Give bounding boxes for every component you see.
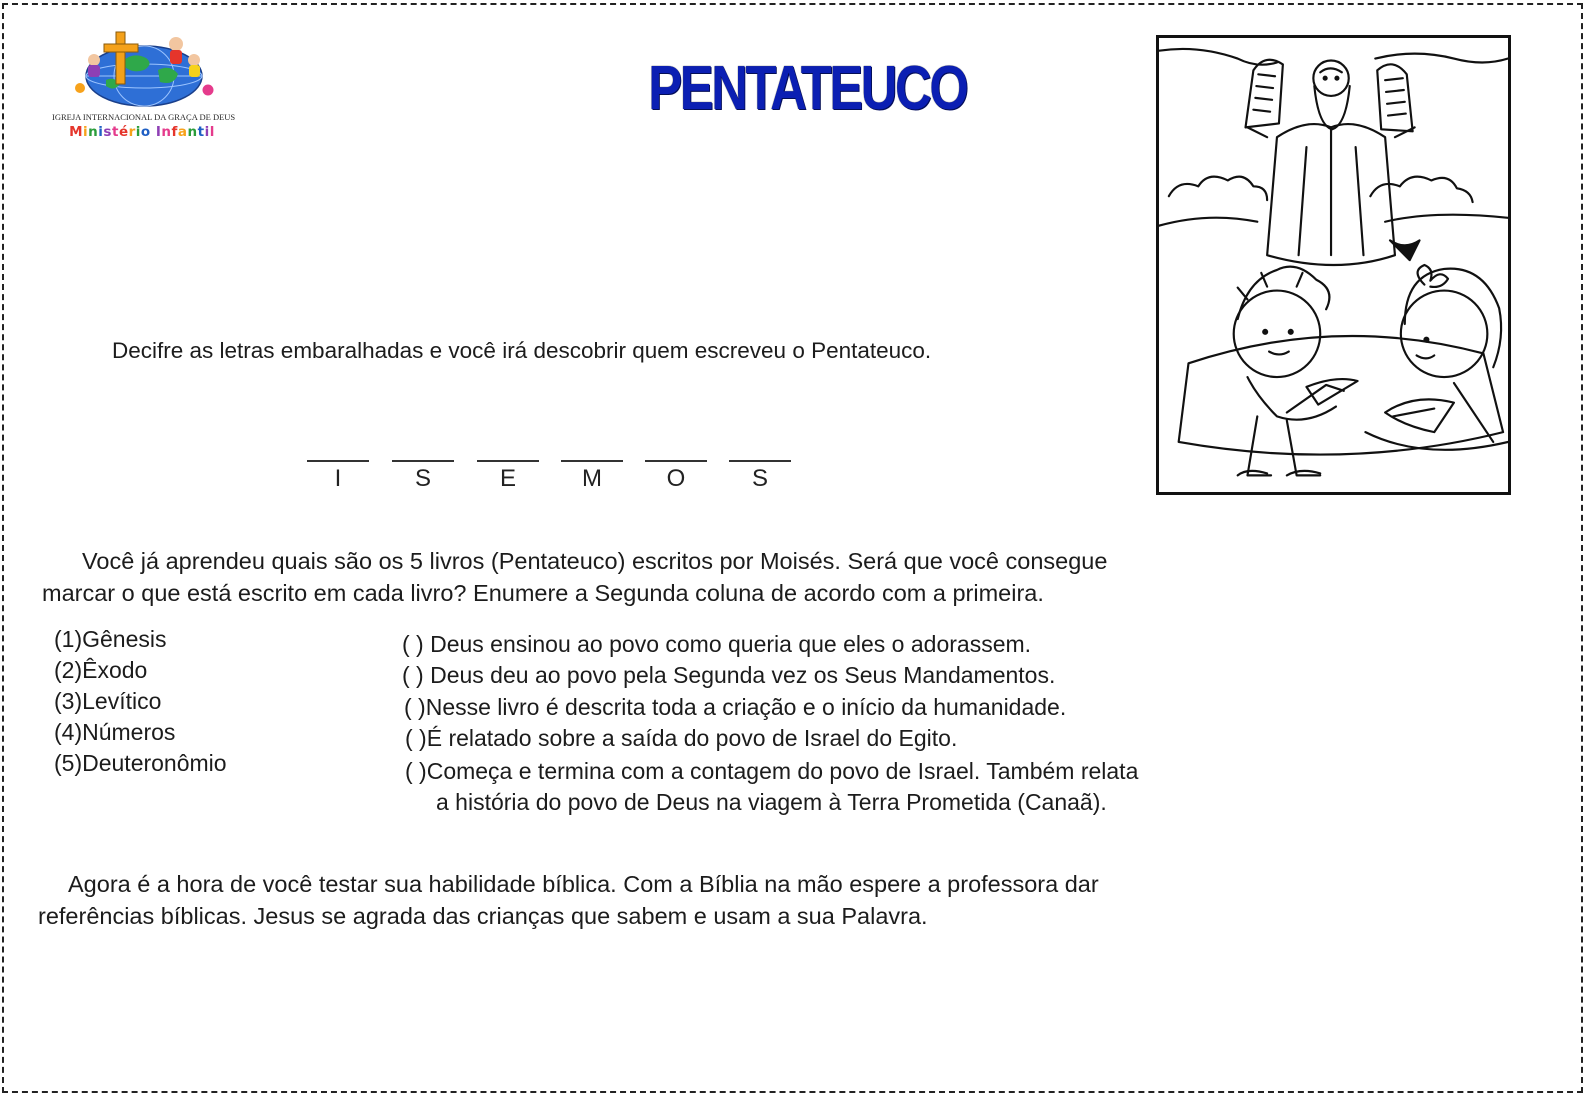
coloring-illustration: [1156, 35, 1511, 495]
matching-intro-line-2: marcar o que está escrito em cada livro? Enumere a Segunda coluna de acordo com a primeira.: [42, 580, 1044, 606]
description-item-4[interactable]: ( )É relatado sobre a saída do povo de Israel do Egito.: [405, 725, 958, 751]
scrambled-letters-row: [307, 452, 807, 502]
answer-blank-2[interactable]: [392, 452, 454, 492]
description-item-1[interactable]: ( ) Deus ensinou ao povo como queria que eles o adorassem.: [402, 631, 1032, 657]
logo-org-name: IGREJA INTERNACIONAL DA GRAÇA DE DEUS: [52, 112, 236, 122]
moses-children-illustration-icon: [1159, 38, 1508, 492]
answer-blank-4[interactable]: [561, 452, 623, 492]
book-item: (4)Números: [54, 719, 176, 745]
description-item-2[interactable]: ( ) Deus deu ao povo pela Segunda vez os Seus Mandamentos.: [402, 662, 1056, 688]
logo-program-name: Ministério Infantil: [69, 124, 215, 140]
closing-line-1: Agora é a hora de você testar sua habilidade bíblica. Com a Bíblia na mão espere a professora dar: [68, 871, 1099, 897]
scrambled-letter: E: [499, 465, 516, 492]
description-item-5[interactable]: ( )Começa e termina com a contagem do povo de Israel. Também relata: [405, 758, 1139, 784]
scrambled-letter: I: [334, 465, 342, 492]
scramble-instruction: Decifre as letras embaralhadas e você irá descobrir quem escreveu o Pentateuco.: [112, 338, 932, 363]
description-item-5-continued: a história do povo de Deus na viagem à Terra Prometida (Canaã).: [436, 789, 1107, 815]
book-item: (2)Êxodo: [54, 657, 148, 683]
scrambled-letter: O: [666, 465, 686, 492]
answer-blank-6[interactable]: [729, 452, 791, 492]
answer-blank-5[interactable]: [645, 452, 707, 492]
answer-blank-1[interactable]: [307, 452, 369, 492]
book-item: (5)Deuteronômio: [54, 750, 227, 776]
description-item-3[interactable]: ( )Nesse livro é descrita toda a criação e o início da humanidade.: [404, 694, 1067, 720]
closing-line-2: referências bíblicas. Jesus se agrada das crianças que sabem e usam a sua Palavra.: [38, 903, 928, 929]
scrambled-letter: S: [414, 465, 431, 492]
church-logo: [52, 30, 236, 145]
matching-intro-line-1: Você já aprendeu quais são os 5 livros (Pentateuco) escritos por Moisés. Será que você consegue: [82, 548, 1108, 574]
globe-cross-logo-icon: [66, 30, 216, 112]
page-title: PENTATEUCO: [648, 54, 967, 123]
book-item: (1)Gênesis: [54, 626, 167, 652]
answer-blank-3[interactable]: [477, 452, 539, 492]
scrambled-letter: S: [751, 465, 768, 492]
book-item: (3)Levítico: [54, 688, 162, 714]
scrambled-letter: M: [582, 465, 602, 492]
